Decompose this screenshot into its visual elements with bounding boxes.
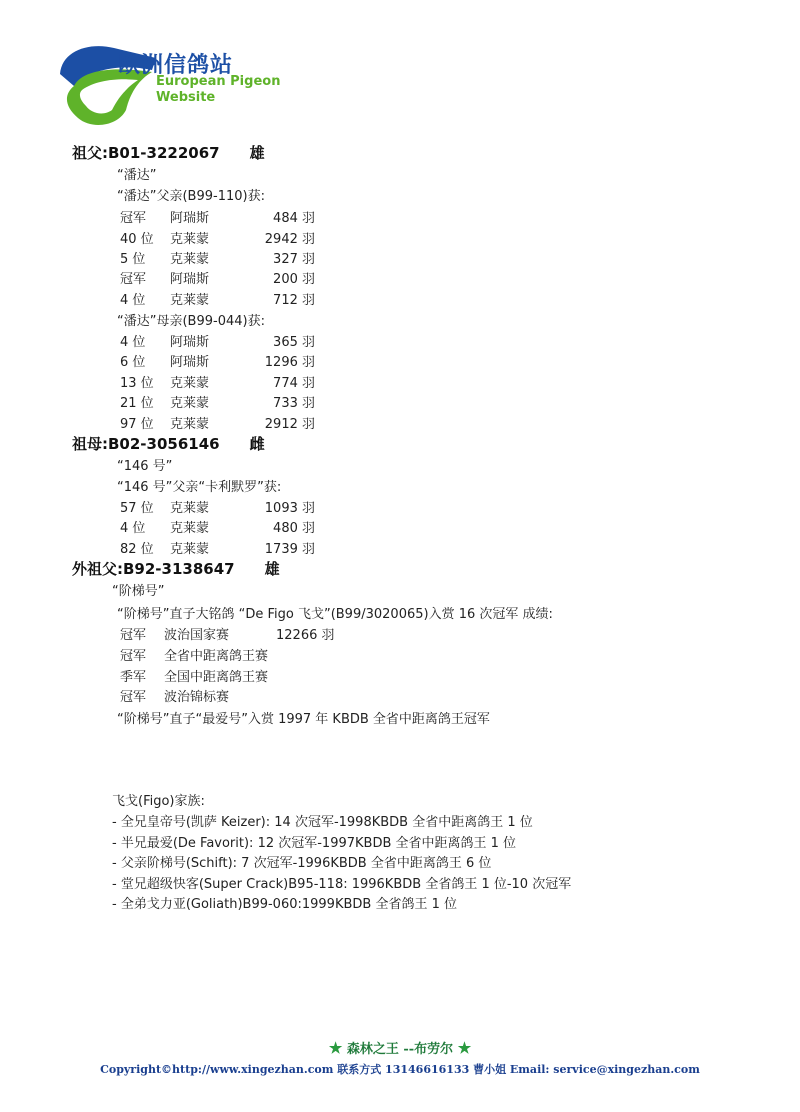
list-item: - 父亲阶梯号(Schift): 7 次冠军-1996KBDB 全省中距离鸽王 6 位: [112, 856, 492, 871]
maternal-grandfather-last-line: “阶梯号”直子“最爱号”入赏 1997 年 KBDB 全省中距离鸽王冠军: [117, 712, 490, 727]
maternal-grandfather-son-line: “阶梯号”直子大铭鸽 “De Figo 飞戈”(B99/3020065)入赏 16 次冠军 成绩:: [117, 607, 553, 622]
grandfather-sex: 雄: [249, 144, 265, 162]
result-row: 4 位 克莱蒙 712 羽: [120, 293, 315, 308]
result-row: 97 位 克莱蒙 2912 羽: [120, 417, 315, 432]
figo-family-title: 飞戈(Figo)家族:: [112, 794, 205, 809]
maternal-grandfather-name: “阶梯号”: [112, 584, 165, 599]
result-row: 21 位 克莱蒙 733 羽: [120, 396, 315, 411]
list-item: - 全弟戈力亚(Goliath)B99-060:1999KBDB 全省鸽王 1 位: [112, 897, 457, 912]
result-row: 4 位 克莱蒙 480 羽: [120, 521, 315, 536]
site-logo: [52, 40, 292, 132]
grandfather-mother-title: “潘达”母亲(B99-044)获:: [117, 314, 265, 329]
result-row: 5 位 克莱蒙 327 羽: [120, 252, 315, 267]
result-row: 6 位 阿瑞斯 1296 羽: [120, 355, 315, 370]
result-row: 冠军 波治锦标赛: [120, 690, 230, 705]
grandmother-ring: 祖母:B02-3056146: [72, 435, 220, 453]
result-row: 40 位 克莱蒙 2942 羽: [120, 232, 315, 247]
result-row: 13 位 克莱蒙 774 羽: [120, 376, 315, 391]
list-item: - 全兄皇帝号(凯萨 Keizer): 14 次冠军-1998KBDB 全省中距离鸽王 1 位: [112, 815, 533, 830]
logo-english-line1: European Pigeon: [156, 74, 281, 89]
result-row: 57 位 克莱蒙 1093 羽: [120, 501, 315, 516]
grandfather-ring: 祖父:B01-3222067: [72, 144, 220, 162]
grandfather-name: “潘达”: [117, 168, 157, 183]
list-item: - 堂兄超级快客(Super Crack)B95-118: 1996KBDB 全省鸽王 1 位-10 次冠军: [112, 877, 572, 892]
maternal-grandfather-ring: 外祖父:B92-3138647: [72, 560, 235, 578]
result-row: 冠军 波治国家赛 12266 羽: [120, 628, 335, 643]
logo-english-line2: Website: [156, 90, 216, 105]
result-row: 季军 全国中距离鸽王赛: [120, 670, 269, 685]
grandfather-father-title: “潘达”父亲(B99-110)获:: [117, 189, 265, 204]
footer-slogan-text: 森林之王 --布劳尔: [346, 1042, 454, 1057]
footer-slogan: [0, 1038, 800, 1057]
grandmother-sex: 雌: [249, 435, 265, 453]
grandmother-name: “146 号”: [117, 459, 173, 474]
list-item: - 半兄最爱(De Favorit): 12 次冠军-1997KBDB 全省中距离鸽王 1 位: [112, 836, 517, 851]
result-row: 冠军 阿瑞斯 484 羽: [120, 211, 315, 226]
logo-chinese-name: 欧洲信鸽站: [118, 53, 234, 78]
star-icon: ★: [328, 1039, 343, 1057]
result-row: 4 位 阿瑞斯 365 羽: [120, 335, 315, 350]
star-icon: ★: [457, 1039, 472, 1057]
maternal-grandfather-heading: [72, 558, 280, 579]
result-row: 冠军 全省中距离鸽王赛: [120, 649, 269, 664]
result-row: 82 位 克莱蒙 1739 羽: [120, 542, 315, 557]
grandmother-heading: [72, 433, 265, 454]
footer-copyright: Copyright©http://www.xingezhan.com 联系方式 13146616133 曹小姐 Email: service@xingezhan.com: [100, 1063, 700, 1076]
grandmother-father-title: “146 号”父亲“卡利默罗”获:: [117, 480, 282, 495]
grandfather-heading: [72, 142, 265, 163]
maternal-grandfather-sex: 雄: [264, 560, 280, 578]
result-row: 冠军 阿瑞斯 200 羽: [120, 272, 315, 287]
